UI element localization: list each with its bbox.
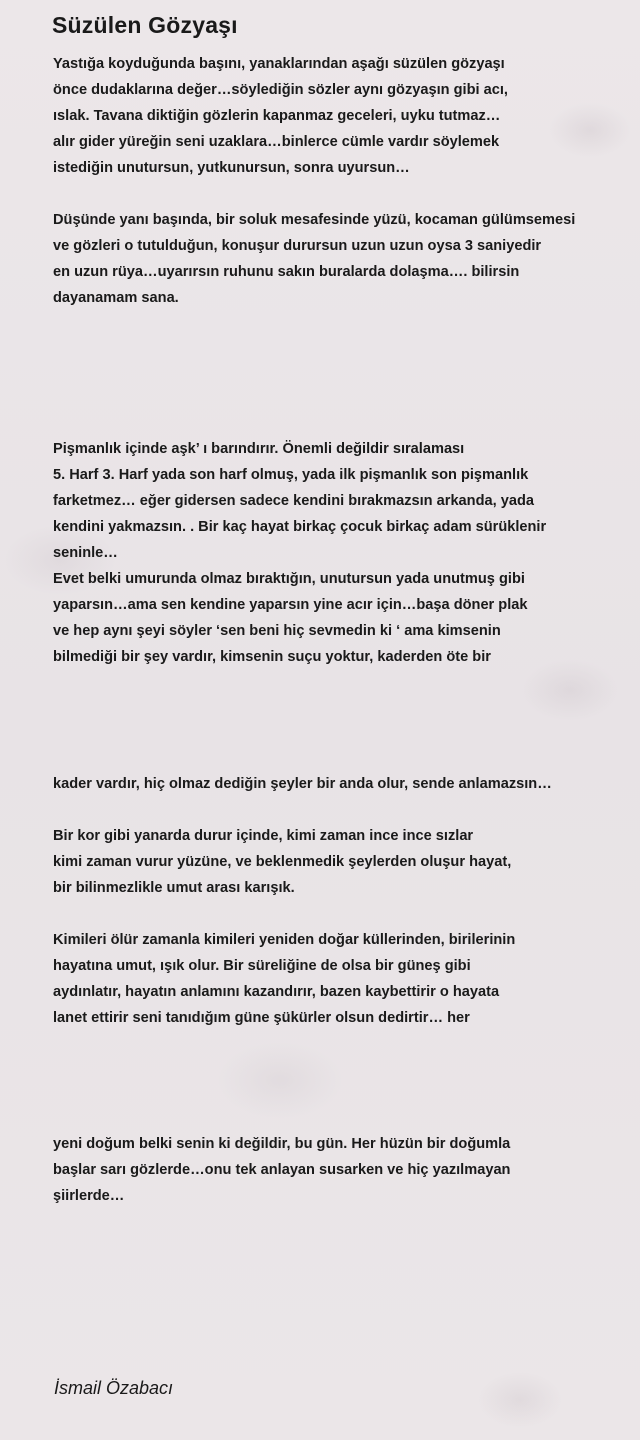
poem-line: lanet ettirir seni tanıdığım güne şükürler olsun dedirtir… her [53, 1010, 470, 1026]
poem-line: bir bilinmezlikle umut arası karışık. [53, 880, 295, 896]
poem-line: 5. Harf 3. Harf yada son harf olmuş, yada ilk pişmanlık son pişmanlık [53, 467, 529, 483]
stanza [53, 823, 633, 901]
poem-line: kendini yakmazsın. . Bir kaç hayat birkaç çocuk birkaç adam sürüklenir [53, 519, 547, 535]
poem-line: farketmez… eğer gidersen sadece kendini bırakmazsın arkanda, yada [53, 493, 534, 509]
poem-line: kimi zaman vurur yüzüne, ve beklenmedik şeylerden oluşur hayat, [53, 854, 512, 870]
stanza [53, 436, 633, 670]
poem-line: ve gözleri o tutulduğun, konuşur durursun uzun uzun oysa 3 saniyedir [53, 238, 542, 254]
poem-line: en uzun rüya…uyarırsın ruhunu sakın buralarda dolaşma…. bilirsin [53, 264, 520, 280]
poem-line: yaparsın…ama sen kendine yaparsın yine acır için…başa döner plak [53, 597, 528, 613]
poem-line: önce dudaklarına değer…söylediğin sözler aynı gözyaşın gibi acı, [53, 82, 508, 98]
poem-line: seninle… [53, 545, 118, 561]
poem-line: ıslak. Tavana diktiğin gözlerin kapanmaz geceleri, uyku tutmaz… [53, 108, 501, 124]
stanza [53, 927, 633, 1031]
poem-line: Düşünde yanı başında, bir soluk mesafesinde yüzü, kocaman gülümsemesi [53, 212, 576, 228]
poem-line: Pişmanlık içinde aşk’ ı barındırır. Önemli değildir sıralaması [53, 441, 465, 457]
poem-line: yeni doğum belki senin ki değildir, bu gün. Her hüzün bir doğumla [53, 1136, 511, 1152]
poem-line: kader vardır, hiç olmaz dediğin şeyler bir anda olur, sende anlamazsın… [53, 776, 552, 792]
poem-author: İsmail Özabacı [54, 1378, 174, 1398]
poem-line: şiirlerde… [53, 1188, 125, 1204]
stanza [53, 207, 633, 311]
poem-line: aydınlatır, hayatın anlamını kazandırır, bazen kaybettirir o hayata [53, 984, 500, 1000]
poem-line: hayatına umut, ışık olur. Bir süreliğine de olsa bir güneş gibi [53, 958, 471, 974]
poem-line: ve hep aynı şeyi söyler ‘sen beni hiç sevmedin ki ‘ ama kimsenin [53, 623, 501, 639]
poem-line: Evet belki umurunda olmaz bıraktığın, unutursun yada unutmuş gibi [53, 571, 525, 587]
poem-line: bilmediği bir şey vardır, kimsenin suçu yoktur, kaderden öte bir [53, 649, 491, 665]
poem-line: dayanamam sana. [53, 290, 179, 306]
stanza [53, 51, 633, 181]
poem-line: istediğin unutursun, yutkunursun, sonra uyursun… [53, 160, 410, 176]
poem-line: Yastığa koyduğunda başını, yanaklarından aşağı süzülen gözyaşı [53, 56, 505, 72]
poem-line: başlar sarı gözlerde…onu tek anlayan susarken ve hiç yazılmayan [53, 1162, 511, 1178]
poem-line: Bir kor gibi yanarda durur içinde, kimi zaman ince ince sızlar [53, 828, 474, 844]
poem-line: Kimileri ölür zamanla kimileri yeniden doğar küllerinden, birilerinin [53, 932, 516, 948]
stanza [53, 1131, 633, 1209]
poem-title: Süzülen Gözyaşı [52, 12, 238, 38]
stanza [53, 771, 633, 797]
poem-line: alır gider yüreğin seni uzaklara…binlerce cümle vardır söylemek [53, 134, 500, 150]
